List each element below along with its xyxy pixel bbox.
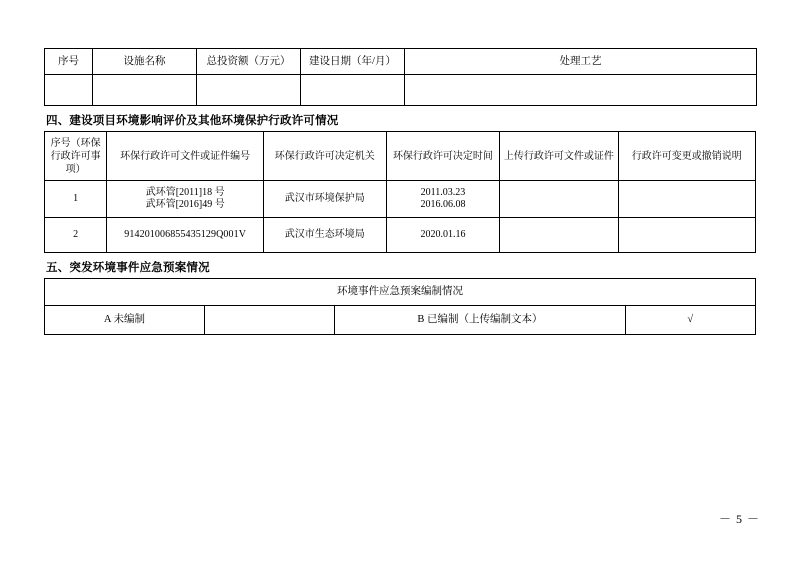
permit-date-line-2: 2016.06.08 [420,199,466,210]
eia-cell-note [618,218,756,253]
eia-cell-note [618,181,756,218]
eia-cell-permit-no: 914201006855435129Q001V [107,218,264,253]
eia-cell-authority: 武汉市生态环境局 [264,218,386,253]
emergency-plan-table [44,278,756,335]
eia-header-index: 序号（环保行政许可事项） [45,132,107,181]
eia-cell-permit-no [107,181,264,218]
facility-cell-investment [197,75,301,106]
facility-cell-name [93,75,197,106]
eia-header-date: 环保行政许可决定时间 [386,132,500,181]
section-title-emergency: 五、突发环境事件应急预案情况 [46,262,210,274]
eia-cell-index: 1 [45,181,107,218]
table-row [45,181,756,218]
document-body [44,48,756,335]
facility-cell-process [405,75,757,106]
eia-permit-table [44,131,756,253]
emergency-option-a-label: A 未编制 [45,306,205,335]
facility-header-name: 设施名称 [93,49,197,75]
facility-header-date: 建设日期（年/月） [301,49,405,75]
emergency-option-b-label: B 已编制（上传编制文本） [335,306,625,335]
permit-date-line-1: 2011.03.23 [420,186,466,198]
facility-header-process: 处理工艺 [405,49,757,75]
facility-header-investment: 总投资额（万元） [197,49,301,75]
eia-cell-date [386,181,500,218]
facility-cell-date [301,75,405,106]
facility-cell-index [45,75,93,106]
section-title-eia: 四、建设项目环境影响评价及其他环境保护行政许可情况 [46,115,339,127]
eia-header-permit-no: 环保行政许可文件或证件编号 [107,132,264,181]
facility-table-header-row [45,49,757,75]
eia-header-authority: 环保行政许可决定机关 [264,132,386,181]
eia-cell-index: 2 [45,218,107,253]
facility-table [44,48,757,106]
eia-cell-upload [500,181,618,218]
permit-no-line-2: 武环管[2016]49 号 [145,199,225,210]
eia-header-upload: 上传行政许可文件或证件 [500,132,618,181]
page-number: － 5 － [718,512,760,526]
table-row [45,75,757,106]
eia-table-header-row [45,132,756,181]
emergency-header-title: 环境事件应急预案编制情况 [45,279,756,306]
emergency-option-b-value[interactable]: √ [625,306,755,335]
table-row [45,218,756,253]
eia-cell-date: 2020.01.16 [386,218,500,253]
emergency-option-a-value[interactable] [204,306,334,335]
facility-header-index: 序号 [45,49,93,75]
table-row [45,306,756,335]
eia-header-note: 行政许可变更或撤销说明 [618,132,756,181]
eia-cell-upload [500,218,618,253]
emergency-table-header-row [45,279,756,306]
eia-cell-authority: 武汉市环境保护局 [264,181,386,218]
permit-no-line-1: 武环管[2011]18 号 [145,186,225,198]
